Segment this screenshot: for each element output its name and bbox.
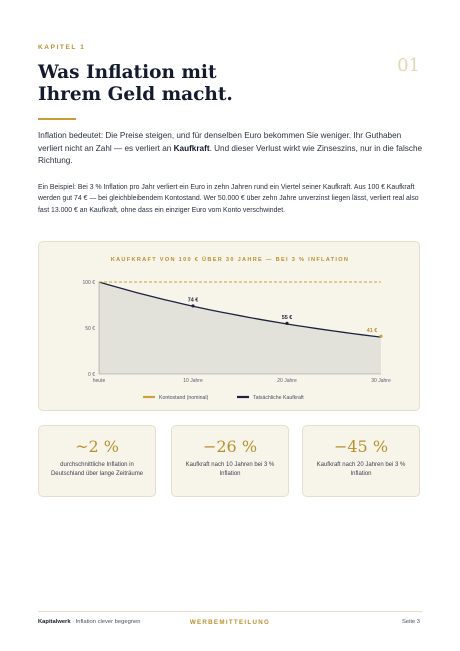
stat-card-2 bbox=[171, 425, 289, 497]
lead-text-1: Inflation bedeutet: Die Preise steigen, und für denselben Euro bekommen Sie weniger. Ihr Guthaben verliert nicht an Zahl — es verliert an bbox=[38, 131, 402, 153]
stat-value: −26 % bbox=[202, 437, 258, 456]
footer-brand bbox=[38, 619, 140, 625]
stat-value: −45 % bbox=[333, 437, 389, 456]
x-tick-label: heute bbox=[92, 378, 106, 384]
data-label: 41 € bbox=[366, 327, 378, 334]
stat-label: durchschnittliche Inflation in Deutschland über lange Zeiträume bbox=[50, 462, 144, 477]
page-title bbox=[38, 62, 358, 106]
stat-card-3 bbox=[302, 425, 420, 497]
x-tick-label: 20 Jahre bbox=[277, 378, 297, 384]
x-tick-label: 10 Jahre bbox=[183, 378, 203, 384]
stat-card-1 bbox=[38, 425, 156, 497]
footer-brand-name: Kapitalwerk bbox=[38, 619, 71, 625]
legend-label: Kontostand (nominal) bbox=[159, 394, 209, 401]
chart-card bbox=[38, 241, 420, 411]
data-point bbox=[379, 335, 382, 338]
stat-label: Kaufkraft nach 20 Jahren bei 3 % Inflation bbox=[316, 462, 406, 477]
x-tick-label: 30 Jahre bbox=[371, 378, 391, 384]
footer-disclaimer: WERBEMITTEILUNG bbox=[189, 619, 271, 626]
data-label: 55 € bbox=[281, 314, 293, 321]
data-label: 74 € bbox=[187, 297, 199, 304]
lead-bold: Kaufkraft bbox=[173, 143, 210, 153]
footer-tagline: · Inflation clever begegnen bbox=[70, 619, 141, 625]
lead-paragraph bbox=[38, 130, 423, 168]
body-paragraph: Ein Beispiel: Bei 3 % Inflation pro Jahr verliert ein Euro in zehn Jahren rund ein Viertel seiner Kaufkraft. Aus 100 € Kaufkraft werden gut 74 € — bei gleichbleibendem Kontostand. Wer 50.000 € über zehn Jahre unverzinst liegen lässt, verliert real also fast 13.000 € an Kaufkraft, ohne dass ein einziger Euro vom Konto verschwindet. bbox=[38, 184, 419, 214]
stat-value: ~2 % bbox=[75, 437, 119, 456]
y-tick-label: 50 € bbox=[85, 325, 95, 332]
lead-text-2: . Und dieser Verlust wirkt wie Zinseszins, nur in die falsche Richtung. bbox=[38, 143, 423, 166]
legend-label: Tatsächliche Kaufkraft bbox=[253, 394, 304, 401]
y-tick-label: 0 € bbox=[88, 371, 95, 378]
title-underline bbox=[38, 118, 76, 120]
title-line-1: Was Inflation mit bbox=[38, 62, 217, 83]
page-number: Seite 3 bbox=[401, 619, 420, 625]
purchasing-power-chart bbox=[39, 242, 421, 412]
chapter-number: 01 bbox=[397, 55, 420, 76]
chart-title: KAUFKRAFT VON 100 € ÜBER 30 JAHRE — BEI 3 % INFLATION bbox=[110, 257, 350, 263]
data-point bbox=[191, 304, 194, 307]
chart-plot bbox=[82, 280, 390, 401]
real-purchasing-power-area bbox=[99, 282, 381, 374]
title-line-2: Ihrem Geld macht. bbox=[38, 84, 233, 105]
chapter-label: KAPITEL 1 bbox=[38, 44, 86, 51]
data-point bbox=[285, 322, 288, 325]
y-tick-label: 100 € bbox=[82, 279, 95, 286]
stat-label: Kaufkraft nach 10 Jahren bei 3 % Inflation bbox=[185, 462, 275, 477]
footer-divider bbox=[38, 611, 422, 612]
